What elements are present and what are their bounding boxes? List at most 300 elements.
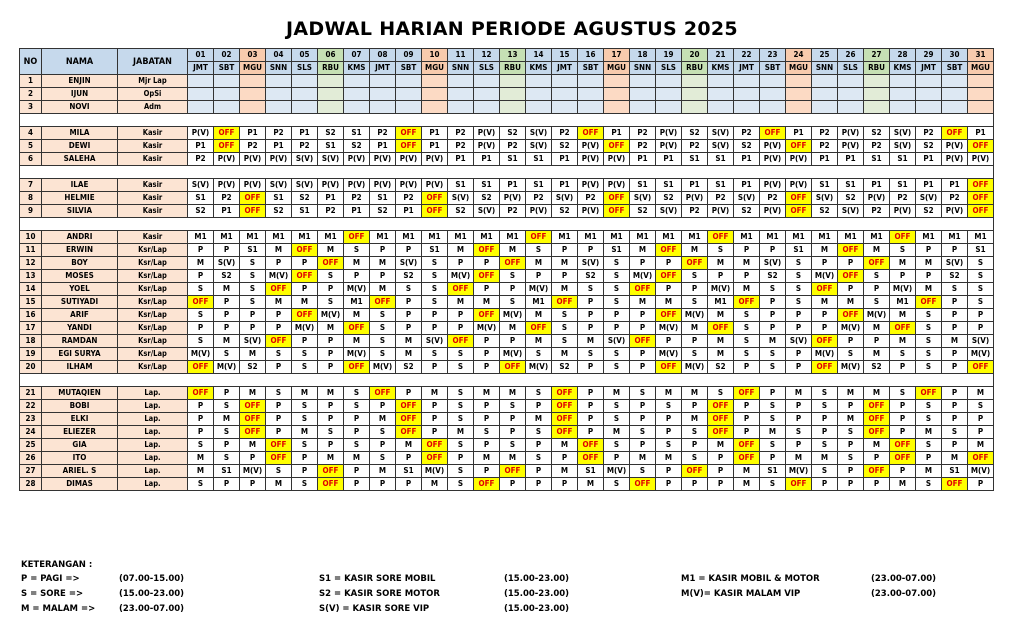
employee-name: HELMIE	[42, 192, 118, 205]
group-separator	[20, 374, 994, 387]
shift-cell: M	[318, 244, 344, 257]
day-number: 28	[890, 49, 916, 62]
header-jabatan: JABATAN	[118, 49, 188, 75]
shift-cell: M	[552, 257, 578, 270]
legend-time: (15.00-23.00)	[504, 604, 570, 614]
shift-cell: P(V)	[786, 153, 812, 166]
shift-cell: OFF	[422, 205, 448, 218]
shift-cell: P	[942, 322, 968, 335]
shift-cell: M	[864, 322, 890, 335]
shift-cell: S	[916, 309, 942, 322]
shift-cell: P	[474, 465, 500, 478]
shift-cell: OFF	[240, 413, 266, 426]
shift-cell: S2	[630, 205, 656, 218]
shift-cell: OFF	[500, 257, 526, 270]
shift-cell: P	[838, 335, 864, 348]
day-weekday: MGU	[968, 62, 994, 75]
day-weekday: RBU	[682, 62, 708, 75]
shift-cell: S2	[552, 140, 578, 153]
shift-cell: S	[916, 478, 942, 491]
table-row	[20, 283, 994, 296]
shift-cell: P	[812, 426, 838, 439]
shift-cell: P	[864, 283, 890, 296]
group-separator	[20, 218, 994, 231]
day-weekday: SLS	[656, 62, 682, 75]
shift-cell: P	[552, 452, 578, 465]
shift-cell: S2	[656, 192, 682, 205]
shift-cell: P	[344, 270, 370, 283]
shift-cell: S	[630, 387, 656, 400]
shift-cell: S	[474, 426, 500, 439]
shift-cell: P	[708, 270, 734, 283]
shift-cell: M	[500, 322, 526, 335]
shift-cell: OFF	[266, 335, 292, 348]
shift-cell: S	[188, 478, 214, 491]
shift-cell: S	[838, 452, 864, 465]
shift-cell: M	[812, 244, 838, 257]
shift-cell: M	[292, 296, 318, 309]
shift-cell: P	[604, 309, 630, 322]
shift-cell	[812, 101, 838, 114]
shift-cell: S	[396, 283, 422, 296]
shift-cell	[604, 101, 630, 114]
shift-cell: S2	[916, 205, 942, 218]
shift-cell: S	[656, 400, 682, 413]
employee-name: ITO	[42, 452, 118, 465]
shift-cell: M(V)	[344, 348, 370, 361]
shift-cell: P	[292, 335, 318, 348]
shift-cell: S(V)	[760, 257, 786, 270]
shift-cell: M	[266, 244, 292, 257]
shift-cell: P1	[786, 127, 812, 140]
header-row-days	[20, 49, 994, 62]
shift-cell: OFF	[344, 361, 370, 374]
shift-cell: P	[188, 413, 214, 426]
shift-cell: P	[292, 283, 318, 296]
shift-cell: P(V)	[942, 140, 968, 153]
shift-cell: P	[552, 244, 578, 257]
shift-cell	[916, 101, 942, 114]
shift-cell	[760, 88, 786, 101]
shift-cell	[396, 88, 422, 101]
shift-cell: OFF	[292, 270, 318, 283]
shift-cell: P(V)	[578, 140, 604, 153]
shift-cell: S	[422, 348, 448, 361]
shift-cell: P	[682, 478, 708, 491]
shift-cell: P	[786, 348, 812, 361]
shift-cell: P	[396, 296, 422, 309]
shift-cell: S	[578, 348, 604, 361]
table-row	[20, 439, 994, 452]
shift-cell: S2	[370, 205, 396, 218]
shift-cell: S	[214, 400, 240, 413]
shift-cell: S	[812, 465, 838, 478]
shift-cell: M	[942, 452, 968, 465]
shift-cell: M	[474, 452, 500, 465]
shift-cell: P1	[422, 127, 448, 140]
shift-cell: M	[318, 452, 344, 465]
shift-cell: P	[552, 270, 578, 283]
shift-cell: P	[656, 335, 682, 348]
shift-cell: M1	[188, 231, 214, 244]
shift-cell: M	[838, 296, 864, 309]
shift-cell: P	[448, 309, 474, 322]
shift-cell: S	[266, 348, 292, 361]
shift-cell: P(V)	[578, 205, 604, 218]
shift-cell: S	[760, 478, 786, 491]
shift-cell: P2	[708, 192, 734, 205]
shift-cell: P	[734, 400, 760, 413]
shift-cell: M	[552, 439, 578, 452]
shift-cell: P2	[734, 127, 760, 140]
shift-cell: P	[968, 478, 994, 491]
shift-cell: P	[656, 426, 682, 439]
shift-cell: M	[708, 335, 734, 348]
shift-cell: OFF	[630, 335, 656, 348]
shift-cell: M1	[916, 231, 942, 244]
shift-cell: M	[526, 257, 552, 270]
shift-cell: P	[318, 400, 344, 413]
day-number: 01	[188, 49, 214, 62]
shift-cell: S2	[682, 127, 708, 140]
shift-cell: M(V)	[786, 465, 812, 478]
shift-cell: S	[864, 270, 890, 283]
shift-cell: S(V)	[708, 140, 734, 153]
shift-cell: S	[604, 413, 630, 426]
shift-cell: M	[708, 348, 734, 361]
employee-name: BOBI	[42, 400, 118, 413]
shift-cell: OFF	[708, 426, 734, 439]
day-number: 05	[292, 49, 318, 62]
shift-cell: S	[500, 439, 526, 452]
shift-cell: S(V)	[708, 127, 734, 140]
shift-cell: M	[760, 335, 786, 348]
shift-cell: OFF	[968, 452, 994, 465]
shift-cell: P	[214, 478, 240, 491]
shift-cell: M	[370, 283, 396, 296]
shift-cell: S1	[240, 244, 266, 257]
shift-cell	[890, 88, 916, 101]
day-number: 21	[708, 49, 734, 62]
shift-cell: P1	[396, 205, 422, 218]
header-no: NO	[20, 49, 42, 75]
day-number: 31	[968, 49, 994, 62]
day-weekday: SLS	[474, 62, 500, 75]
shift-cell	[786, 101, 812, 114]
legend-time: (15.00-23.00)	[504, 589, 570, 599]
shift-cell: M1	[266, 231, 292, 244]
shift-cell: M(V)	[214, 361, 240, 374]
shift-cell: S1	[682, 153, 708, 166]
shift-cell: P	[630, 309, 656, 322]
shift-cell: M(V)	[656, 322, 682, 335]
shift-cell: S1	[812, 179, 838, 192]
shift-cell: S	[786, 283, 812, 296]
shift-cell: S	[968, 400, 994, 413]
shift-cell: S	[968, 270, 994, 283]
shift-cell: M	[604, 426, 630, 439]
page-title: JADWAL HARIAN PERIODE AGUSTUS 2025	[286, 18, 738, 40]
shift-cell	[318, 101, 344, 114]
shift-cell: P(V)	[786, 179, 812, 192]
shift-cell: OFF	[864, 413, 890, 426]
shift-cell	[422, 101, 448, 114]
shift-cell	[968, 75, 994, 88]
shift-cell: OFF	[708, 413, 734, 426]
shift-cell: OFF	[318, 465, 344, 478]
shift-cell: S	[344, 387, 370, 400]
shift-cell: S1	[188, 192, 214, 205]
shift-cell: M1	[734, 231, 760, 244]
shift-cell: S	[370, 452, 396, 465]
shift-cell	[474, 101, 500, 114]
shift-cell: OFF	[656, 244, 682, 257]
shift-cell: OFF	[500, 465, 526, 478]
shift-cell: P(V)	[708, 205, 734, 218]
shift-cell: S	[604, 439, 630, 452]
shift-cell: S	[890, 348, 916, 361]
shift-cell: S(V)	[968, 335, 994, 348]
shift-cell: OFF	[734, 387, 760, 400]
employee-name: SUTIYADI	[42, 296, 118, 309]
shift-cell: M	[396, 439, 422, 452]
shift-cell: P(V)	[500, 192, 526, 205]
shift-cell: P	[240, 452, 266, 465]
shift-cell: P(V)	[578, 179, 604, 192]
shift-cell: P	[292, 452, 318, 465]
row-number: 7	[20, 179, 42, 192]
shift-cell: M	[500, 244, 526, 257]
shift-cell: M	[214, 283, 240, 296]
shift-cell: P	[344, 413, 370, 426]
shift-cell: M	[292, 426, 318, 439]
shift-cell: S	[604, 257, 630, 270]
shift-cell: S	[422, 283, 448, 296]
table-row	[20, 309, 994, 322]
day-weekday: SLS	[838, 62, 864, 75]
legend-time: (15.00-23.00)	[119, 589, 185, 599]
shift-cell: OFF	[448, 335, 474, 348]
shift-cell: S	[968, 283, 994, 296]
shift-cell: P1	[266, 140, 292, 153]
shift-cell: M	[682, 244, 708, 257]
shift-cell: S(V)	[916, 192, 942, 205]
shift-cell: P	[890, 270, 916, 283]
shift-cell: OFF	[552, 296, 578, 309]
day-weekday: RBU	[318, 62, 344, 75]
shift-cell: S	[916, 335, 942, 348]
shift-cell: OFF	[786, 205, 812, 218]
legend-time: (23.00-07.00)	[871, 574, 937, 584]
shift-cell: M(V)	[448, 270, 474, 283]
shift-cell	[292, 101, 318, 114]
shift-cell: P1	[968, 127, 994, 140]
shift-cell: S2	[916, 140, 942, 153]
shift-cell: P2	[864, 140, 890, 153]
shift-cell: S(V)	[292, 153, 318, 166]
shift-cell: S2	[318, 127, 344, 140]
shift-cell: M1	[838, 231, 864, 244]
shift-cell: P1	[292, 127, 318, 140]
shift-cell: OFF	[890, 322, 916, 335]
shift-cell: P(V)	[266, 153, 292, 166]
shift-cell: P(V)	[474, 127, 500, 140]
shift-cell: S	[240, 270, 266, 283]
shift-cell: M(V)	[838, 322, 864, 335]
shift-cell: S	[292, 439, 318, 452]
shift-cell: S	[890, 387, 916, 400]
shift-cell: P	[656, 413, 682, 426]
shift-cell	[786, 88, 812, 101]
shift-cell	[786, 75, 812, 88]
employee-position: Mjr Lap	[118, 75, 188, 88]
shift-cell: P(V)	[838, 127, 864, 140]
table-row	[20, 413, 994, 426]
shift-cell: P	[396, 309, 422, 322]
shift-cell: M1	[370, 231, 396, 244]
shift-cell: P	[370, 400, 396, 413]
shift-cell: P	[838, 400, 864, 413]
shift-cell: M	[344, 309, 370, 322]
shift-cell: OFF	[838, 244, 864, 257]
shift-cell: OFF	[422, 439, 448, 452]
shift-cell: P2	[578, 192, 604, 205]
shift-cell: S	[682, 348, 708, 361]
table-row	[20, 270, 994, 283]
shift-cell: P	[682, 400, 708, 413]
shift-cell: OFF	[396, 426, 422, 439]
shift-cell: S1	[864, 153, 890, 166]
shift-cell: S(V)	[526, 127, 552, 140]
shift-cell: M	[734, 283, 760, 296]
shift-cell: M(V)	[968, 348, 994, 361]
day-number: 30	[942, 49, 968, 62]
shift-cell: M(V)	[500, 309, 526, 322]
shift-cell: S	[266, 465, 292, 478]
shift-cell: P	[266, 309, 292, 322]
employee-name: ARIEL. S	[42, 465, 118, 478]
shift-cell: M	[344, 257, 370, 270]
shift-cell: P	[604, 322, 630, 335]
shift-cell: S	[266, 387, 292, 400]
shift-cell: P	[318, 361, 344, 374]
shift-cell: P	[370, 270, 396, 283]
shift-cell	[188, 75, 214, 88]
table-row	[20, 231, 994, 244]
shift-cell: P	[448, 257, 474, 270]
shift-cell	[370, 88, 396, 101]
shift-cell: M	[890, 335, 916, 348]
day-weekday: MGU	[786, 62, 812, 75]
shift-cell: S	[604, 270, 630, 283]
shift-cell: OFF	[552, 387, 578, 400]
shift-cell: M(V)	[240, 465, 266, 478]
table-row	[20, 244, 994, 257]
shift-cell: P	[630, 361, 656, 374]
shift-cell	[266, 88, 292, 101]
shift-cell: OFF	[240, 192, 266, 205]
shift-cell: S1	[708, 153, 734, 166]
shift-cell	[838, 101, 864, 114]
shift-cell: S2	[240, 361, 266, 374]
shift-cell: P	[474, 348, 500, 361]
shift-cell: P1	[500, 179, 526, 192]
shift-cell: OFF	[214, 140, 240, 153]
row-number: 5	[20, 140, 42, 153]
shift-cell: OFF	[864, 257, 890, 270]
shift-cell: OFF	[734, 452, 760, 465]
row-number: 8	[20, 192, 42, 205]
shift-cell: M1	[578, 231, 604, 244]
shift-cell: M	[240, 439, 266, 452]
shift-cell: S(V)	[786, 335, 812, 348]
shift-cell: S	[292, 400, 318, 413]
shift-cell: P2	[760, 192, 786, 205]
shift-cell	[344, 75, 370, 88]
shift-cell: S	[760, 400, 786, 413]
shift-cell: S	[968, 296, 994, 309]
shift-cell: OFF	[214, 127, 240, 140]
shift-cell: OFF	[734, 296, 760, 309]
shift-cell: P	[214, 387, 240, 400]
shift-cell: S	[318, 296, 344, 309]
day-weekday: SNN	[630, 62, 656, 75]
shift-cell: P(V)	[760, 153, 786, 166]
shift-cell: OFF	[344, 322, 370, 335]
day-weekday: MGU	[604, 62, 630, 75]
employee-position: Adm	[118, 101, 188, 114]
shift-cell: S2	[214, 270, 240, 283]
employee-position: Lap.	[118, 452, 188, 465]
shift-cell: S1	[604, 244, 630, 257]
shift-cell	[916, 88, 942, 101]
shift-cell: M(V)	[630, 270, 656, 283]
shift-cell: S(V)	[474, 205, 500, 218]
shift-cell	[682, 101, 708, 114]
shift-cell: OFF	[656, 309, 682, 322]
shift-cell: P	[266, 426, 292, 439]
shift-cell: M(V)	[682, 309, 708, 322]
shift-cell: M	[968, 387, 994, 400]
shift-cell: M	[864, 439, 890, 452]
shift-cell: P(V)	[656, 127, 682, 140]
shift-cell: M(V)	[422, 465, 448, 478]
shift-cell: S(V)	[630, 192, 656, 205]
shift-cell: P2	[188, 153, 214, 166]
shift-cell: P	[578, 387, 604, 400]
shift-cell: P	[214, 322, 240, 335]
shift-cell: P	[682, 283, 708, 296]
shift-cell: M	[864, 348, 890, 361]
day-weekday: JMT	[916, 62, 942, 75]
shift-cell: P(V)	[578, 153, 604, 166]
day-number: 04	[266, 49, 292, 62]
employee-name: ERWIN	[42, 244, 118, 257]
shift-cell: OFF	[682, 257, 708, 270]
shift-cell: M1	[240, 231, 266, 244]
shift-cell: S	[578, 283, 604, 296]
shift-cell: S	[604, 283, 630, 296]
shift-cell: P	[656, 257, 682, 270]
shift-cell	[578, 88, 604, 101]
day-number: 24	[786, 49, 812, 62]
row-number: 14	[20, 283, 42, 296]
shift-cell: S2	[864, 361, 890, 374]
shift-cell: OFF	[396, 127, 422, 140]
shift-cell: P	[318, 348, 344, 361]
shift-cell	[656, 75, 682, 88]
shift-cell: P	[760, 387, 786, 400]
